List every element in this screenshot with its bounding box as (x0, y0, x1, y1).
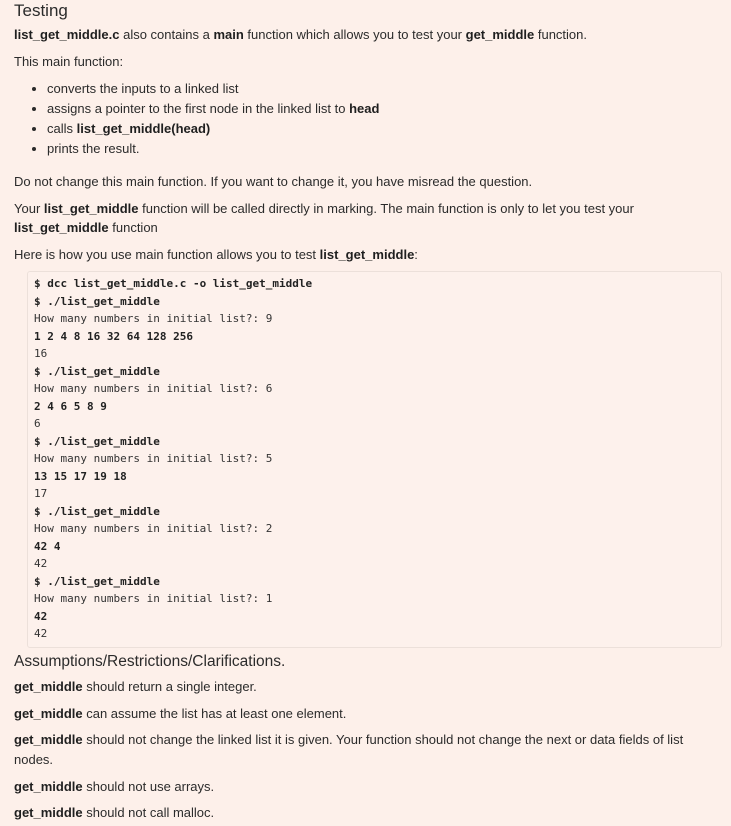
this-main-label: This main function: (14, 54, 124, 69)
code-line-cmd: $ ./list_get_middle (34, 574, 160, 588)
code-line-cmd: $ ./list_get_middle (34, 434, 160, 448)
code-line-inp: 1 2 4 8 16 32 64 128 256 (34, 329, 193, 343)
code-line-prompt: How many numbers in initial list?: 2 (34, 522, 273, 535)
filename: list_get_middle.c (14, 27, 120, 42)
assumption-item-wrap: nodes. (14, 752, 54, 767)
usage-intro: Here is how you use main function allows you to test list_get_middle: (14, 247, 418, 262)
list-item: • calls list_get_middle(head) (47, 119, 379, 139)
code-line-prompt: How many numbers in initial list?: 9 (34, 312, 273, 325)
code-line-out: 6 (34, 417, 41, 430)
code-line-cmd: $ ./list_get_middle (34, 364, 160, 378)
assumptions-heading: Assumptions/Restrictions/Clarifications. (14, 653, 286, 670)
list-item: • prints the result. (47, 139, 379, 159)
assumption-item: get_middle should not change the linked list it is given. Your function should not change the next or data fields of list (14, 732, 684, 747)
code-line-inp: 42 4 (34, 539, 61, 553)
code-line-cmd: $ ./list_get_middle (34, 504, 160, 518)
code-line-inp: 13 15 17 19 18 (34, 469, 127, 483)
code-line-cmd: $ ./list_get_middle (34, 294, 160, 308)
code-line-prompt: How many numbers in initial list?: 5 (34, 452, 273, 465)
list-item: • converts the inputs to a linked list (47, 79, 379, 99)
assumption-item: get_middle can assume the list has at least one element. (14, 706, 347, 721)
code-line-out: 42 (34, 557, 48, 570)
intro-paragraph: list_get_middle.c also contains a main function which allows you to test your get_middle function. (14, 27, 588, 42)
code-line-prompt: How many numbers in initial list?: 1 (34, 592, 273, 605)
code-line-out: 16 (34, 347, 48, 360)
code-line-prompt: How many numbers in initial list?: 6 (34, 382, 273, 395)
assumption-item: get_middle should return a single integer. (14, 679, 257, 694)
assumption-item: get_middle should not call malloc. (14, 805, 215, 820)
code-line-cmd: $ dcc list_get_middle.c -o list_get_middle (34, 277, 313, 290)
code-line-out: 17 (34, 487, 48, 500)
code-line-inp: 42 (34, 609, 48, 623)
code-line-inp: 2 4 6 5 8 9 (34, 399, 107, 413)
main-function-steps-list (30, 79, 379, 159)
do-not-change-note: Do not change this main function. If you want to change it, you have misread the question. (14, 174, 533, 189)
assumption-item: get_middle should not use arrays. (14, 779, 215, 794)
code-line-out: 42 (34, 627, 48, 640)
list-item: • assigns a pointer to the first node in the linked list to head (47, 99, 379, 119)
marking-note-line2: list_get_middle function (14, 220, 158, 235)
marking-note-line1: Your list_get_middle function will be called directly in marking. The main function is only to let you test your (14, 201, 634, 216)
testing-heading: Testing (14, 1, 68, 20)
